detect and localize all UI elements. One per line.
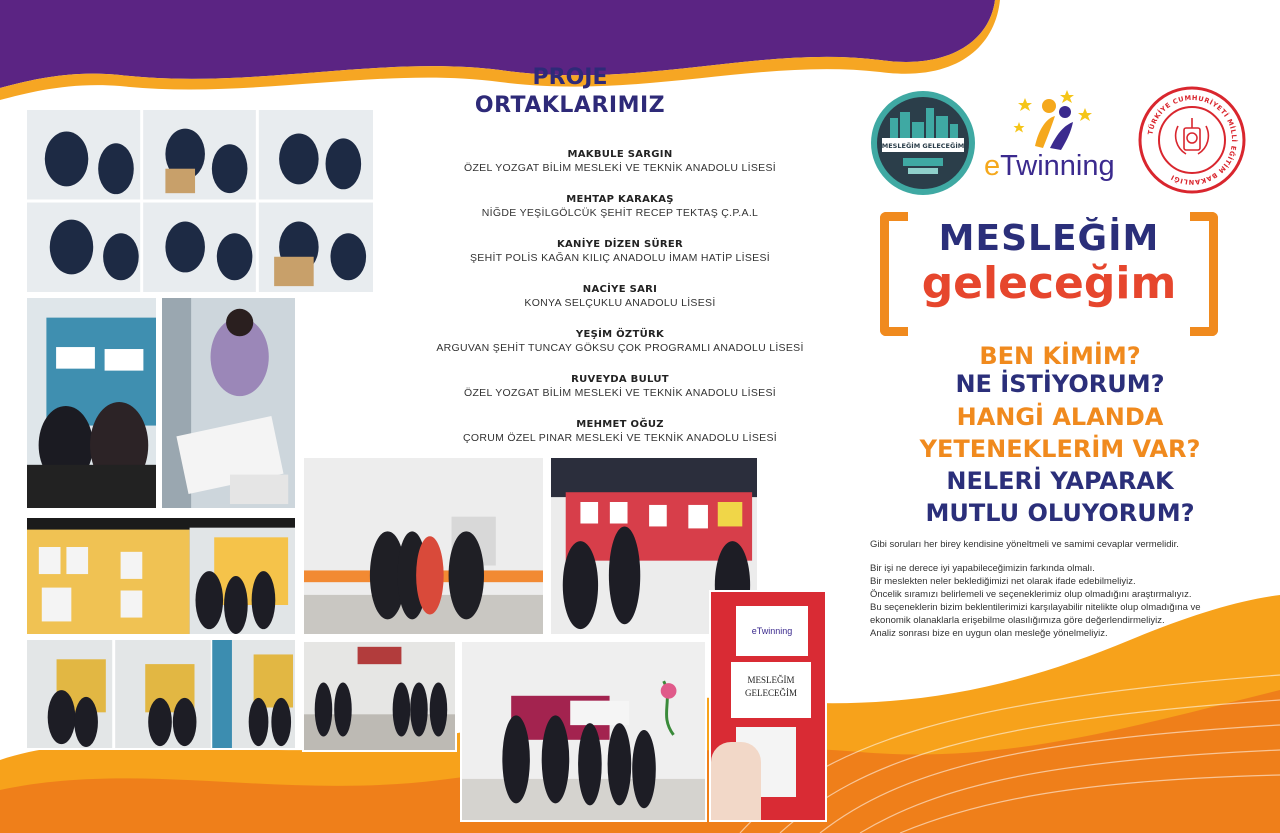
partner-entry: [400, 148, 840, 175]
partner-entry: [400, 193, 840, 220]
question-3: HANGİ ALANDA: [956, 403, 1164, 431]
partners-title-line1: PROJE: [532, 65, 608, 90]
photo-students-at-board: [25, 296, 158, 510]
question-6: MUTLU OLUYORUM?: [925, 499, 1195, 527]
partner-school: ÖZEL YOZGAT BİLİM MESLEKİ VE TEKNİK ANADOLU LİSESİ: [463, 162, 776, 174]
partners-title: [470, 64, 670, 120]
photo-corridor-boards: [25, 638, 297, 750]
partner-entry: [400, 238, 840, 265]
project-logo: [868, 88, 978, 198]
partner-name: YEŞİM ÖZTÜRK: [575, 329, 665, 340]
partner-entry: [400, 418, 840, 445]
partner-name: MEHTAP KARAKAŞ: [566, 194, 674, 205]
partner-name: KANİYE DİZEN SÜRER: [556, 239, 684, 250]
partner-list: [400, 148, 840, 463]
photo-students-corridor-wall: [302, 456, 545, 636]
photo-student-with-posters: [160, 296, 297, 510]
partner-entry: [400, 328, 840, 355]
project-logo-text: MESLEĞİM GELECEĞİM: [881, 142, 965, 150]
body-line: ekonomik olanaklarla erişebilme olasılığımıza göre değerlendirmeliyiz.: [870, 615, 1165, 626]
body-line: Analiz sonrası bize en uygun olan mesleğe yönelmeliyiz.: [870, 628, 1108, 639]
question-2: NE İSTİYORUM?: [955, 370, 1165, 398]
photo-hallway-group: [302, 640, 457, 752]
partner-name: NACİYE SARI: [582, 284, 658, 295]
etwinning-rest: Twinning: [1000, 150, 1115, 182]
partner-school: ÖZEL YOZGAT BİLİM MESLEKİ VE TEKNİK ANADOLU LİSESİ: [463, 387, 776, 399]
partner-entry: [400, 283, 840, 310]
etwinning-logo-icon: [1005, 88, 1105, 152]
partner-school: ÇORUM ÖZEL PINAR MESLEKİ VE TEKNİK ANADOLU LİSESİ: [462, 432, 778, 444]
body-line: Bir işi ne derece iyi yapabileceğimizin farkında olmalı.: [870, 563, 1095, 574]
etwinning-wordmark: [984, 150, 1115, 183]
photo-magenta-board: [460, 640, 707, 822]
meb-ring-text: TÜRKİYE CUMHURİYETİ MİLLİ EĞİTİM BAKANLIĞI: [1146, 93, 1239, 187]
body-line: Bu seçeneklerin bizim beklentilerimizi karşılayabilir nitelikte olup olmadığına ve: [870, 602, 1201, 613]
sign-line-2: GELECEĞİM: [745, 688, 797, 698]
body-line: Bir meslekten neler beklediğimizi net olarak ifade edebilmeliyiz.: [870, 576, 1136, 587]
sign-line-1: MESLEĞİM: [747, 675, 795, 685]
hand-shape: [711, 742, 761, 822]
body-line: Öncelik sıramızı belirlemeli ve seçeneklerimiz olup olmadığını araştırmalıyız.: [870, 589, 1192, 600]
headline-gelecegim: geleceğim: [921, 258, 1177, 309]
photo-bulletin-board: [25, 516, 297, 636]
sign-etwinning-text: eTwinning: [751, 626, 793, 636]
meb-logo: [1138, 86, 1246, 194]
partner-school: NİĞDE YEŞİLGÖLCÜK ŞEHİT RECEP TEKTAŞ Ç.P.A.L: [481, 207, 759, 219]
photo-students-working-grid: [25, 108, 375, 294]
question-4: YETENEKLERİM VAR?: [919, 435, 1201, 463]
partner-entry: [400, 373, 840, 400]
sign-meslegim-gelecegim: [731, 662, 811, 718]
headline-meslegim: MESLEĞİM: [938, 218, 1160, 259]
intro-sentence: Gibi soruları her birey kendisine yöneltmeli ve samimi cevaplar vermelidir.: [870, 539, 1179, 550]
partner-name: MEHMET OĞUZ: [576, 419, 664, 430]
partner-school: ARGUVAN ŞEHİT TUNCAY GÖKSU ÇOK PROGRAMLI ANADOLU LİSESİ: [436, 342, 804, 354]
body-paragraph: [870, 562, 1270, 640]
partner-name: RUVEYDA BULUT: [571, 374, 669, 385]
question-5: NELERİ YAPARAK: [946, 467, 1174, 495]
partner-school: KONYA SELÇUKLU ANADOLU LİSESİ: [524, 297, 716, 309]
question-1: BEN KİMİM?: [979, 342, 1141, 370]
partner-name: MAKBULE SARGIN: [567, 149, 673, 160]
partners-title-line2: ORTAKLARIMIZ: [474, 93, 666, 118]
sign-etwinning: [736, 606, 808, 656]
photo-door-signs: [709, 590, 827, 822]
etwinning-e: e: [984, 150, 1001, 182]
partner-school: ŞEHİT POLİS KAĞAN KILIÇ ANADOLU İMAM HATİP LİSESİ: [469, 252, 771, 264]
